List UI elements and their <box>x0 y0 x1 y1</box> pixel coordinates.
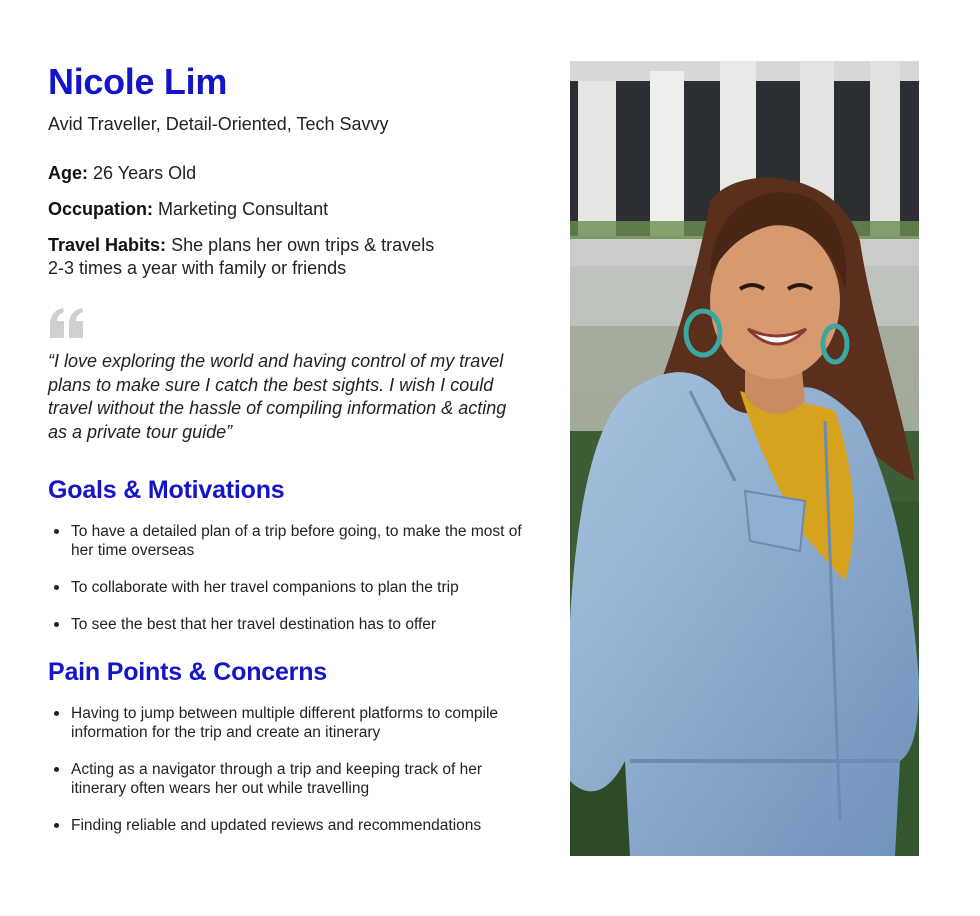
bullet-icon <box>54 711 59 716</box>
list-item <box>48 522 526 560</box>
pains-list <box>48 704 538 835</box>
goals-title: Goals & Motivations <box>48 476 285 504</box>
persona-photo-illustration <box>570 61 919 856</box>
list-item <box>48 760 526 798</box>
list-item-text: Having to jump between multiple different platforms to compile information for the trip and create an itinerary <box>71 705 499 741</box>
persona-quote: “I love exploring the world and having control of my travel plans to make sure I catch the best sights. I wish I could travel without the hassle of compiling information & acting as a private tour guide” <box>48 351 507 442</box>
list-item <box>48 704 526 742</box>
persona-details <box>48 60 538 853</box>
list-item <box>48 816 526 835</box>
quote-mark-icon <box>48 308 86 338</box>
list-item-text: Finding reliable and updated reviews and recommendations <box>71 817 482 834</box>
goals-list <box>48 522 538 634</box>
persona-tagline: Avid Traveller, Detail-Oriented, Tech Savvy <box>48 114 389 134</box>
persona-facts <box>48 162 538 280</box>
fact-travel-habits <box>48 234 448 280</box>
fact-label: Age: <box>48 163 88 183</box>
list-item <box>48 578 526 597</box>
list-item <box>48 615 526 634</box>
persona-name: Nicole Lim <box>48 61 228 102</box>
fact-occupation <box>48 198 538 221</box>
bullet-icon <box>54 585 59 590</box>
fact-label: Travel Habits: <box>48 235 167 255</box>
pains-title: Pain Points & Concerns <box>48 658 327 686</box>
fact-value: Marketing Consultant <box>158 199 329 219</box>
list-item-text: To collaborate with her travel companions to plan the trip <box>71 579 459 596</box>
bullet-icon <box>54 767 59 772</box>
list-item-text: To have a detailed plan of a trip before going, to make the most of her time overseas <box>71 523 522 559</box>
fact-label: Occupation: <box>48 199 154 219</box>
list-item-text: Acting as a navigator through a trip and keeping track of her itinerary often wears her out while travelling <box>71 761 482 797</box>
bullet-icon <box>54 529 59 534</box>
bullet-icon <box>54 823 59 828</box>
list-item-text: To see the best that her travel destination has to offer <box>71 616 437 633</box>
fact-value: 26 Years Old <box>93 163 197 183</box>
persona-photo <box>570 61 919 856</box>
bullet-icon <box>54 622 59 627</box>
fact-age <box>48 162 538 185</box>
fact-value: She plans her own trips & travels 2-3 times a year with family or friends <box>48 235 435 278</box>
